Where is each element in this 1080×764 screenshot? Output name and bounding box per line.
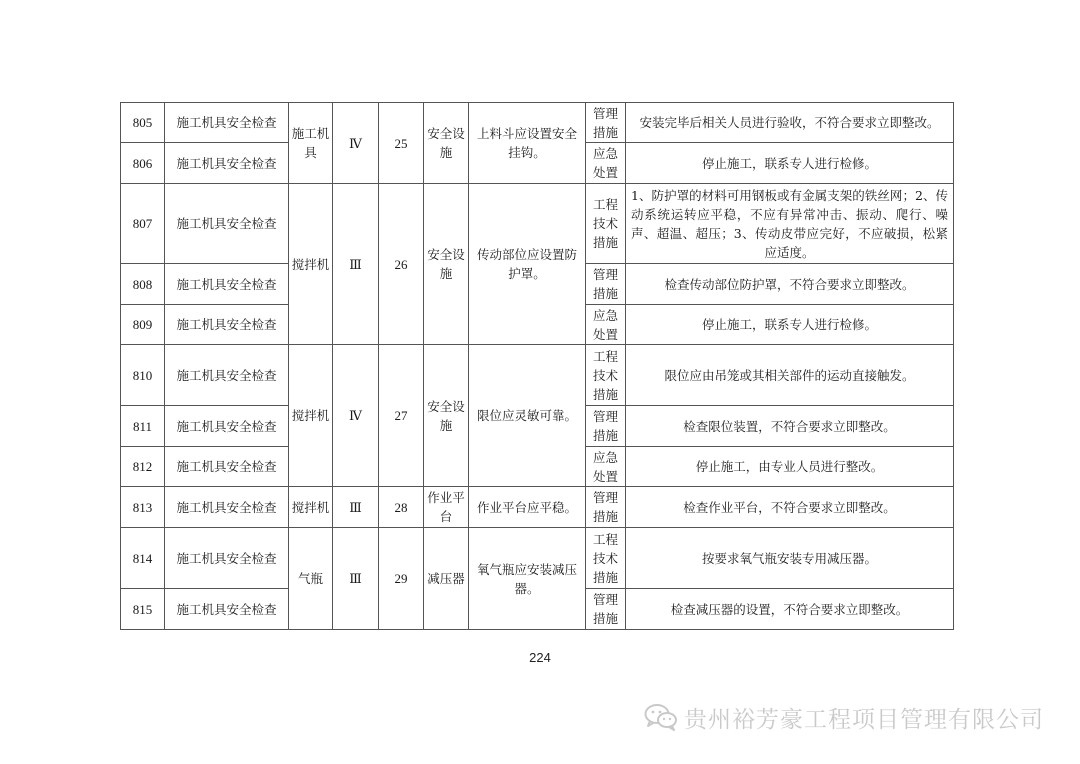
- risk-level: Ⅲ: [333, 487, 379, 528]
- row-number: 814: [121, 528, 165, 589]
- watermark-text: 贵州裕芳豪工程项目管理有限公司: [684, 706, 1044, 733]
- requirement-text: 作业平台应平稳。: [469, 487, 586, 528]
- measure-text: 停止施工，联系专人进行检修。: [626, 305, 954, 345]
- measure-kind: 管理措施: [586, 487, 626, 528]
- measure-text: 检查减压器的设置，不符合要求立即整改。: [626, 589, 954, 630]
- measure-kind: 管理措施: [586, 589, 626, 630]
- equipment-name: 搅拌机: [289, 345, 333, 487]
- measure-kind: 工程技术措施: [586, 184, 626, 264]
- hazard-type: 安全设施: [424, 103, 469, 184]
- row-number: 815: [121, 589, 165, 630]
- requirement-text: 传动部位应设置防护罩。: [469, 184, 586, 345]
- inspection-category: 施工机具安全检查: [165, 103, 289, 143]
- row-number: 810: [121, 345, 165, 406]
- row-number: 813: [121, 487, 165, 528]
- measure-text: 检查传动部位防护罩，不符合要求立即整改。: [626, 264, 954, 305]
- measure-kind: 管理措施: [586, 264, 626, 305]
- measure-text: 检查限位装置，不符合要求立即整改。: [626, 406, 954, 447]
- equipment-name: 施工机具: [289, 103, 333, 184]
- requirement-text: 上料斗应设置安全挂钩。: [469, 103, 586, 184]
- measure-text: 停止施工，由专业人员进行整改。: [626, 447, 954, 487]
- equipment-name: 气瓶: [289, 528, 333, 630]
- inspection-category: 施工机具安全检查: [165, 184, 289, 264]
- row-number: 811: [121, 406, 165, 447]
- inspection-category: 施工机具安全检查: [165, 264, 289, 305]
- measure-text: 按要求氧气瓶安装专用减压器。: [626, 528, 954, 589]
- table-row: [121, 528, 954, 589]
- measure-kind: 应急处置: [586, 447, 626, 487]
- inspection-table: [120, 102, 954, 630]
- page-number: 224: [529, 650, 551, 665]
- row-number: 809: [121, 305, 165, 345]
- row-number: 806: [121, 143, 165, 184]
- table-row: [121, 184, 954, 264]
- equipment-name: 搅拌机: [289, 184, 333, 345]
- equipment-name: 搅拌机: [289, 487, 333, 528]
- hazard-type: 减压器: [424, 528, 469, 630]
- row-number: 805: [121, 103, 165, 143]
- hazard-type: 作业平台: [424, 487, 469, 528]
- measure-text: 停止施工，联系专人进行检修。: [626, 143, 954, 184]
- item-number: 28: [379, 487, 424, 528]
- risk-level: Ⅲ: [333, 528, 379, 630]
- inspection-category: 施工机具安全检查: [165, 447, 289, 487]
- measure-text: 1、防护罩的材料可用钢板或有金属支架的铁丝网；2、传动系统运转应平稳，不应有异常冲击、振动、爬行、噪声、超温、超压；3、传动皮带应完好，不应破损，松紧应适度。: [626, 184, 954, 264]
- measure-kind: 应急处置: [586, 143, 626, 184]
- risk-level: Ⅳ: [333, 103, 379, 184]
- inspection-category: 施工机具安全检查: [165, 589, 289, 630]
- requirement-text: 氧气瓶应安装减压器。: [469, 528, 586, 630]
- inspection-category: 施工机具安全检查: [165, 143, 289, 184]
- wechat-icon: [644, 703, 678, 731]
- row-number: 808: [121, 264, 165, 305]
- inspection-category: 施工机具安全检查: [165, 528, 289, 589]
- measure-text: 安装完毕后相关人员进行验收，不符合要求立即整改。: [626, 103, 954, 143]
- item-number: 29: [379, 528, 424, 630]
- measure-kind: 管理措施: [586, 103, 626, 143]
- requirement-text: 限位应灵敏可靠。: [469, 345, 586, 487]
- inspection-category: 施工机具安全检查: [165, 305, 289, 345]
- measure-text: 限位应由吊笼或其相关部件的运动直接触发。: [626, 345, 954, 406]
- measure-kind: 工程技术措施: [586, 345, 626, 406]
- hazard-type: 安全设施: [424, 345, 469, 487]
- table-row: [121, 487, 954, 528]
- inspection-category: 施工机具安全检查: [165, 345, 289, 406]
- hazard-type: 安全设施: [424, 184, 469, 345]
- watermark: [644, 701, 1044, 733]
- measure-kind: 管理措施: [586, 406, 626, 447]
- item-number: 26: [379, 184, 424, 345]
- measure-kind: 工程技术措施: [586, 528, 626, 589]
- table-row: [121, 103, 954, 143]
- risk-level: Ⅳ: [333, 345, 379, 487]
- measure-kind: 应急处置: [586, 305, 626, 345]
- inspection-category: 施工机具安全检查: [165, 487, 289, 528]
- item-number: 27: [379, 345, 424, 487]
- table-row: [121, 345, 954, 406]
- measure-text: 检查作业平台，不符合要求立即整改。: [626, 487, 954, 528]
- inspection-category: 施工机具安全检查: [165, 406, 289, 447]
- row-number: 812: [121, 447, 165, 487]
- risk-level: Ⅲ: [333, 184, 379, 345]
- item-number: 25: [379, 103, 424, 184]
- row-number: 807: [121, 184, 165, 264]
